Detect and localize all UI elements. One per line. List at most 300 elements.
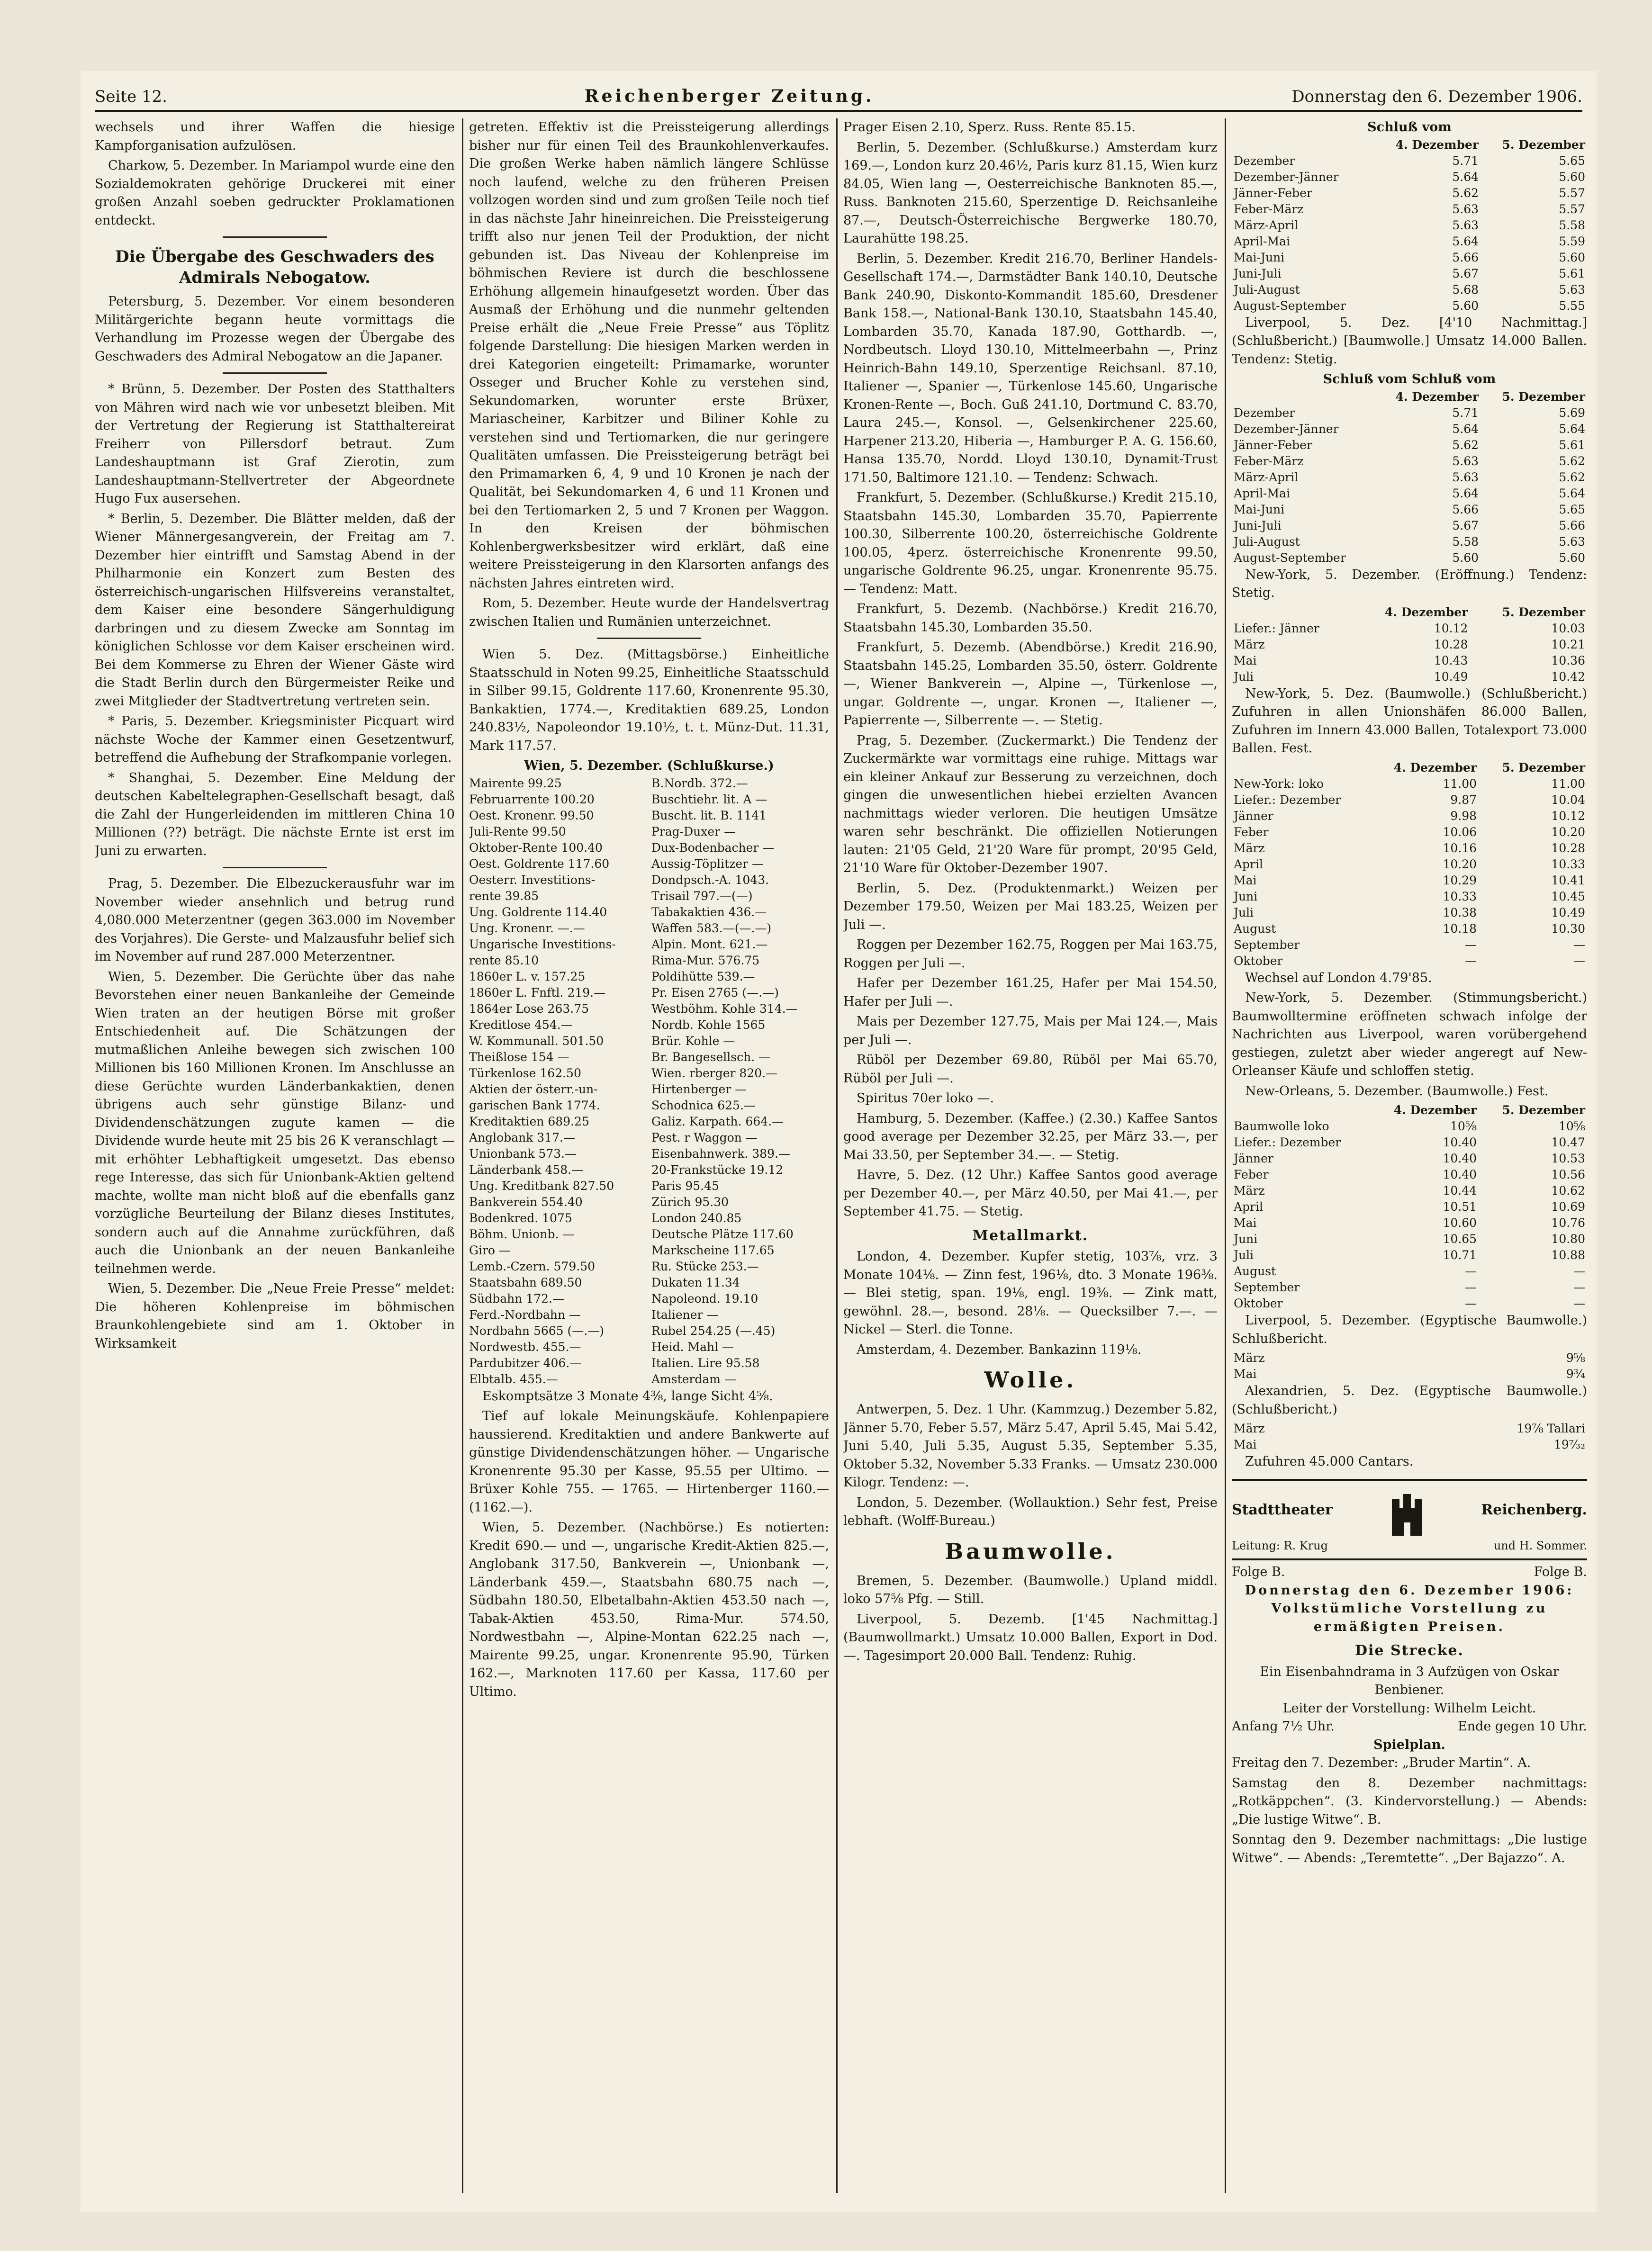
column-rule bbox=[462, 118, 463, 2193]
table-cell: 10.43 bbox=[1434, 653, 1468, 667]
table-cell: 5.60 bbox=[1452, 550, 1479, 565]
table-row bbox=[1232, 1135, 1587, 1151]
schedule-item: Sonntag den 9. Dezember nachmittags: „Die lustige Witwe“. — Abends: „Teremtette“. „Der Bajazzo“. A. bbox=[1232, 1832, 1587, 1865]
table-cell: Liefer.: Jänner bbox=[1234, 621, 1319, 635]
table-cell: 10.20 bbox=[1551, 825, 1585, 839]
table-cell: April-Mai bbox=[1234, 234, 1290, 248]
article-headline: Die Übergabe des Geschwaders des Admirals Nebogatow. bbox=[115, 247, 434, 287]
table-cell: 10.18 bbox=[1443, 921, 1477, 936]
table-cell: Dezember-Jänner bbox=[1234, 170, 1339, 184]
page-number: Seite 12. bbox=[95, 87, 167, 106]
table-cell: 10.29 bbox=[1443, 873, 1477, 887]
table-cell: Mai bbox=[1234, 1438, 1257, 1451]
market-report: Havre, 5. Dez. (12 Uhr.) Kaffee Santos good average per Dezember 40.—, per März 40.50, per Mai 41.—, per September 41.75. — Stetig. bbox=[843, 1168, 1218, 1219]
table-cell: Feber-März bbox=[1234, 202, 1304, 216]
divider bbox=[223, 236, 327, 238]
table-cell: 10.80 bbox=[1551, 1232, 1585, 1246]
column-header: 4. Dezember bbox=[1395, 137, 1479, 152]
table-row bbox=[1232, 873, 1587, 889]
table-cell: Juli-August bbox=[1234, 534, 1300, 549]
table-cell: 10.62 bbox=[1551, 1184, 1585, 1198]
price-entry: rente 39.85 bbox=[469, 889, 539, 903]
price-entry: Giro — bbox=[469, 1243, 511, 1257]
table-cell: Mai bbox=[1234, 1367, 1257, 1381]
table-cell: 11.00 bbox=[1443, 776, 1477, 791]
table-cell: Jänner bbox=[1234, 809, 1273, 823]
price-entry: Rima-Mur. 576.75 bbox=[651, 953, 760, 967]
table-cell: 10.40 bbox=[1443, 1135, 1477, 1149]
price-entry: 1860er L. Fnftl. 219.— bbox=[469, 985, 606, 999]
price-entry: Elbtalb. 455.— bbox=[469, 1372, 558, 1386]
start-time: Anfang 7½ Uhr. bbox=[1232, 1719, 1335, 1734]
table-cell: — bbox=[1465, 1280, 1477, 1294]
performance-date: Donnerstag den 6. Dezember 1906: bbox=[1245, 1583, 1574, 1598]
schedule-title: Spielplan. bbox=[1373, 1737, 1445, 1752]
table-cell: 5.68 bbox=[1452, 282, 1479, 297]
price-entry: Prag-Duxer — bbox=[651, 824, 736, 838]
table-cell: März bbox=[1234, 637, 1265, 651]
table-row bbox=[1232, 889, 1587, 905]
table-cell: 10.65 bbox=[1443, 1232, 1477, 1246]
table-row bbox=[1232, 486, 1587, 502]
table-cell: 10.36 bbox=[1551, 653, 1585, 667]
article-text: * Shanghai, 5. Dezember. Eine Meldung der deutschen Kabeltelegraphen-Gesellschaft besagt, daß die Zahl der Hungerleidenden im mittleren China 10 Millionen (??) beträgt. Die nächste Ernte ist erst im Juni zu erwarten. bbox=[95, 770, 455, 858]
market-report: Wechsel auf London 4.79'85. bbox=[1245, 970, 1432, 985]
table-cell: 10.16 bbox=[1443, 841, 1477, 855]
table-row bbox=[1232, 953, 1587, 969]
table-cell: 10.42 bbox=[1551, 669, 1585, 684]
table-cell: 10⅝ bbox=[1450, 1119, 1477, 1133]
price-entry: Türkenlose 162.50 bbox=[469, 1066, 581, 1080]
price-entry: Rubel 254.25 (—.45) bbox=[651, 1324, 776, 1338]
market-report: Frankfurt, 5. Dezember. (Schlußkurse.) Kredit 215.10, Staatsbahn 145.30, Lombarden 35.70, Papierrente 100.30, Silberrente 100.20, österreichische Goldrente 100.05, 4perz. österreichische Kronenrente 99.50, ungarische Goldrente 96.25, ungar. Kronenrente 95.75. — Tendenz: Matt. bbox=[843, 490, 1218, 596]
table-row bbox=[1232, 250, 1587, 266]
article-text: Prag, 5. Dezember. Die Elbezuckerausfuhr war im November wieder ansehnlich und betrug rund 4,080.000 Meterzentner (gegen 363.000 im November des Vorjahres). Die Gerste- und Malzausfuhr belief sich im November auf rund 287.000 Meterzentner. bbox=[95, 876, 455, 964]
cotton-price-table bbox=[1232, 389, 1587, 566]
price-entry: Oest. Goldrente 117.60 bbox=[469, 856, 610, 871]
price-entry: Markscheine 117.65 bbox=[651, 1243, 775, 1257]
market-report: Roggen per Dezember 162.75, Roggen per Mai 163.75, Roggen per Juli —. bbox=[843, 937, 1218, 971]
table-cell: 5.61 bbox=[1559, 266, 1585, 280]
article-text: Rom, 5. Dezember. Heute wurde der Handelsvertrag zwischen Italien und Rumänien unterzeichnet. bbox=[469, 596, 829, 629]
table-cell: Feber bbox=[1234, 825, 1269, 839]
table-cell: 10.71 bbox=[1443, 1248, 1477, 1262]
table-cell: 5.63 bbox=[1452, 202, 1479, 216]
market-report: Berlin, 5. Dezember. Kredit 216.70, Berliner Handels-Gesellschaft 174.—, Darmstädter Bank 140.10, Deutsche Bank 240.90, Diskonto-Kommandit 185.60, Dresdener Bank 158.—, National-Bank 130.10, Staatsbahn 145.40, Lombarden 35.70, Kanada 187.90, Gotthardb. —, Nordbeutsch. Lloyd 130.10, Mittelmeerbahn —, Prinz Heinrich-Bahn 149.10, Sperzentige Reichsanl. 87.10, Italiener —, Spanier —, Türkenlose 145.60, Ungarische Kronen-Rente —, Boch. Guß 241.10, Dortmund C. 83.70, Laura 245.—, Konsol. —, Gelsenkirchener 225.60, Harpener 213.20, Hiberia —, Hamburger P. A. G. 156.60, Hansa 135.70, Nordd. Lloyd 130.10, Dynamit-Trust 171.50, Baltimore 121.10. — Tendenz: Schwach. bbox=[843, 251, 1218, 485]
table-cell: 10.53 bbox=[1551, 1152, 1585, 1165]
table-cell: 10.40 bbox=[1443, 1168, 1477, 1181]
table-cell: August-September bbox=[1234, 298, 1346, 313]
table-cell: 10.12 bbox=[1434, 621, 1468, 635]
table-cell: September bbox=[1234, 1280, 1300, 1294]
price-entry: Bankverein 554.40 bbox=[469, 1195, 583, 1209]
table-row bbox=[1232, 792, 1587, 808]
price-entry: Oesterr. Investitions- bbox=[469, 873, 596, 887]
table-row bbox=[1232, 1279, 1587, 1296]
table-cell: 10.06 bbox=[1443, 825, 1477, 839]
table-cell: Mai bbox=[1234, 1216, 1257, 1230]
table-row bbox=[1232, 1183, 1587, 1199]
table-cell: 11.00 bbox=[1551, 776, 1585, 791]
market-report: London, 5. Dezember. (Wollauktion.) Sehr fest, Preise lebhaft. (Wolff-Bureau.) bbox=[843, 1495, 1218, 1528]
table-row bbox=[1232, 405, 1587, 421]
table-row bbox=[1232, 518, 1587, 534]
table-cell: 5.69 bbox=[1559, 405, 1585, 420]
article-text: getreten. Effektiv ist die Preissteigerung allerdings bisher nur für einen Teil des Braunkohlenverkaufes. Die großen Werke haben nämlich längere Schlüsse noch laufend, welche zu den früheren Preisen vollzogen worden sind und zum großen Teile noch tief in das nächste Jahr hineinreichen. Die Preissteigerung trifft also nur jenen Teil der Produktion, der nicht gebunden ist. Das Niveau der Kohlenpreise im böhmischen Reviere ist durch die beschlossene Erhöhung allgemein hinaufgesetzt worden. Über das Ausmaß der Erhöhung und die nunmehr geltenden Preise erhält die „Neue Freie Presse“ aus Töplitz folgende Darstellung: Die hiesigen Marken werden in drei Kategorien eingeteilt: Primamarke, worunter Osseger und Brucher Kohle zu verstehen sind, Sekundomarken, worunter erste Brüxer, Mariascheiner, Karbitzer und Biliner Kohle zu verstehen sind und Tertiomarken, die nur geringere Qualitäten umfassen. Die Preissteigerung beträgt bei den Primamarken 6, 4, 9 und 10 Kronen je nach der Qualität, bei Sekundomarken 4, 6 und 11 Kronen und bei den Tertiomarken 2, 5 und 7 Kronen per Waggon. In den Kreisen der böhmischen Kohlenbergwerksbesitzer wird erklärt, daß eine weitere Preissteigerung in den Klarsorten anfangs des nächsten Jahres eintreten wird. bbox=[469, 120, 829, 591]
table-cell: März bbox=[1234, 1184, 1265, 1198]
table-row bbox=[1232, 776, 1587, 792]
table-cell: 5.67 bbox=[1452, 518, 1479, 532]
table-cell: 5.64 bbox=[1452, 486, 1479, 500]
table-row bbox=[1232, 234, 1587, 250]
table-cell: 10.88 bbox=[1551, 1248, 1585, 1262]
table-row bbox=[1232, 808, 1587, 824]
table-cell: 5.66 bbox=[1559, 518, 1585, 532]
table-cell: 10.44 bbox=[1443, 1184, 1477, 1198]
closing-prices-title: Wien, 5. Dezember. (Schlußkurse.) bbox=[524, 758, 774, 773]
section-title-baumwolle: Baumwolle. bbox=[945, 1538, 1116, 1564]
theater-name: Stadttheater bbox=[1232, 1502, 1333, 1519]
price-entry: Aussig-Töplitzer — bbox=[651, 856, 764, 871]
page-header bbox=[95, 78, 1582, 112]
table-row bbox=[1232, 937, 1587, 953]
theater-announcement bbox=[1232, 1479, 1587, 1561]
table-cell: 5.61 bbox=[1559, 438, 1585, 452]
table-cell: Juli-August bbox=[1234, 282, 1300, 297]
price-entry: Amsterdam — bbox=[651, 1372, 736, 1386]
table-cell: 19⁷⁄₃₂ bbox=[1553, 1438, 1585, 1451]
market-report: Wien, 5. Dezember. (Nachbörse.) Es notierten: Kredit 690.— und —, ungarische Kredit-Aktien 825.—, Anglobank 317.50, Bankverein —, Unionbank —, Länderbank 459.—, Staatsbahn 680.75 nach —, Südbahn 180.50, Elbetalbahn-Aktien 453.50 nach —, Tabak-Aktien 453.50, Rima-Mur. 574.50, Nordwestbahn —, Alpine-Montan 622.25 nach —, Mairente 99.25, ungar. Kronenrente 95.90, Türken 162.—, Marknoten 117.60 per Kassa, 117.60 per Ultimo. bbox=[469, 1520, 829, 1699]
table-cell: 10.76 bbox=[1551, 1216, 1585, 1230]
performance-note: Volkstümliche Vorstellung zu ermäßigten Preisen. bbox=[1271, 1601, 1548, 1634]
cotton-price-table bbox=[1232, 1350, 1587, 1382]
table-header-row bbox=[1232, 1102, 1587, 1118]
table-cell: — bbox=[1573, 1280, 1585, 1294]
table-cell: Dezember-Jänner bbox=[1234, 422, 1339, 436]
table-row bbox=[1232, 1366, 1587, 1382]
price-entry: Dukaten 11.34 bbox=[651, 1275, 740, 1289]
table-row bbox=[1232, 1231, 1587, 1247]
table-header-row bbox=[1232, 604, 1587, 621]
price-entry: Ung. Kronenr. —.— bbox=[469, 921, 585, 935]
table-row bbox=[1232, 502, 1587, 518]
price-entry: Pardubitzer 406.— bbox=[469, 1356, 582, 1370]
article-text: Wien, 5. Dezember. Die Gerüchte über das nahe Bevorstehen einer neuen Bankanleihe der Gemeinde Wien traten an der heutigen Börse mit großer Entschiedenheit auf. Die Schätzungen der mutmaßlichen Anleihe bewegen sich zwischen 100 Millionen bis 160 Millionen Kronen. Im Anschlusse an diese Gerüchte wurden Länderbankaktien, denen übrigens auch sehr günstige Bilanz- und Dividendenschätzungen zugute kamen — die Dividende wurde heute mit 25 bis 26 K veranschlagt — mit erhöhter Lebhaftigkeit umgesetzt. Das ebenso rege Interesse, das sich für Unionbank-Aktien geltend machte, wollte man nicht bloß auf die ebenfalls ganz vorzügliche Beurteilung der Bilanz dieses Institutes, sondern auch auf die Annahme zurückführen, daß auch die Unionbank an der neuen Bankanleihe teilnehmen werde. bbox=[95, 969, 455, 1276]
price-entry: Oktober-Rente 100.40 bbox=[469, 840, 603, 855]
price-entry: Ferd.-Nordbahn — bbox=[469, 1307, 581, 1322]
table-row bbox=[1232, 856, 1587, 873]
table-cell: September bbox=[1234, 937, 1300, 952]
table-row bbox=[1232, 1247, 1587, 1263]
table-cell: 5.60 bbox=[1559, 170, 1585, 184]
price-entry: Ungarische Investitions- bbox=[469, 937, 616, 951]
table-cell: 10⅝ bbox=[1558, 1119, 1585, 1133]
table-cell: 9¾ bbox=[1566, 1367, 1585, 1381]
market-report: Amsterdam, 4. Dezember. Bankazinn 119⅛. bbox=[857, 1342, 1142, 1357]
market-report: Prag, 5. Dezember. (Zuckermarkt.) Die Tendenz der Zuckermärkte war vormittags eine ruhige. Mittags war ein kleiner Ankauf zur Besserung zu verzeichnen, doch gingen die unwesentlichen hiebei erzielten Avancen nachmittags wieder verloren. Die heutigen Umsätze waren sehr beschränkt. Die offiziellen Notierungen lauten: 21'05 Geld, 21'20 Ware für prompt, 20'95 Geld, 21'10 Ware für Oktober-Dezember 1907. bbox=[843, 733, 1218, 875]
table-cell: 5.71 bbox=[1452, 153, 1479, 168]
column-1 bbox=[95, 118, 455, 2193]
price-entry: B.Nordb. 372.— bbox=[651, 776, 748, 790]
table-cell: Baumwolle loko bbox=[1234, 1119, 1329, 1133]
table-cell: Oktober bbox=[1234, 1297, 1283, 1310]
table-row bbox=[1232, 469, 1587, 486]
market-report: Tief auf lokale Meinungskäufe. Kohlenpapiere haussierend. Kreditaktien und andere Bankwerte auf günstige Dividendenschätzungen höher. — Ungarische Kronenrente 95.30 per Kasse, 95.55 per Ultimo. — Brüxer Kohle 755. — 1765. — Hirtenberger 1160.— (1162.—). bbox=[469, 1409, 829, 1515]
column-header bbox=[1232, 137, 1374, 153]
column-header: 5. Dezember bbox=[1502, 605, 1585, 619]
table-cell: — bbox=[1573, 954, 1585, 968]
table-cell: 5.59 bbox=[1559, 234, 1585, 248]
city-crest-icon bbox=[1386, 1485, 1428, 1537]
table-cell: 5.60 bbox=[1559, 550, 1585, 565]
table-cell: Dezember bbox=[1234, 153, 1295, 168]
table-cell: 10.21 bbox=[1551, 637, 1585, 651]
price-entry: Italiener — bbox=[651, 1307, 719, 1322]
table-cell: 10.41 bbox=[1551, 873, 1585, 887]
issue-date: Donnerstag den 6. Dezember 1906. bbox=[1291, 87, 1582, 106]
table-cell: 10.38 bbox=[1443, 905, 1477, 919]
price-entry: Hirtenberger — bbox=[651, 1082, 747, 1096]
section-title-metal: Metallmarkt. bbox=[972, 1227, 1089, 1244]
article-text: wechsels und ihrer Waffen die hiesige Kampforganisation aufzulösen. bbox=[95, 120, 455, 153]
table-cell: 19⅞ Tallari bbox=[1517, 1422, 1585, 1435]
table-row bbox=[1232, 621, 1587, 637]
cotton-price-table bbox=[1232, 760, 1587, 969]
price-entry: Tabakaktien 436.— bbox=[651, 905, 767, 919]
table-cell: 5.63 bbox=[1452, 470, 1479, 484]
cotton-price-table bbox=[1232, 1102, 1587, 1312]
price-entry: Dux-Bodenbacher — bbox=[651, 840, 775, 855]
article-text: Petersburg, 5. Dezember. Vor einem besonderen Militärgerichte begann heute vormittags die Verhandlung im Prozesse wegen der Übergabe des Geschwaders des Admiral Nebogatow an die Japaner. bbox=[95, 294, 455, 364]
column-header: 5. Dezember bbox=[1502, 389, 1585, 404]
table-cell: 5.62 bbox=[1452, 186, 1479, 200]
table-cell: Jänner-Feber bbox=[1234, 438, 1312, 452]
table-cell: Jänner bbox=[1234, 1152, 1273, 1165]
table-cell: März bbox=[1234, 841, 1265, 855]
price-entry: Aktien der österr.-un- bbox=[469, 1082, 598, 1096]
market-report: New-York, 5. Dez. (Baumwolle.) (Schlußbericht.) Zufuhren in allen Unionshäfen 86.000 Ballen, Zufuhren im Innern 43.000 Ballen, Totalexport 73.000 Ballen. Fest. bbox=[1232, 686, 1587, 756]
table-cell: Juni-Juli bbox=[1234, 518, 1282, 532]
article-text: * Berlin, 5. Dezember. Die Blätter melden, daß der Wiener Männergesangverein, der Freitag am 7. Dezember hier eintrifft und Samstag Abend in der Philharmonie ein Konzert zum Besten des österreichisch-ungarischen Hilfsvereins veranstaltet, dem Kaiser eine besondere Sängerhuldigung darbringen und zu diesem Zwecke am Sonntag im königlichen Schlosse vor dem Kaiser erscheinen wird. Bei dem Kommerse zu Ehren der Wiener Gäste wird die Stadt Berlin durch den Bürgermeister Reike und zwei Mitglieder der Stadtvertretung vertreten sein. bbox=[95, 511, 455, 709]
price-entry: Dondpsch.-A. 1043. bbox=[651, 873, 769, 887]
price-entry: Lemb.-Czern. 579.50 bbox=[469, 1259, 596, 1273]
market-report: London, 4. Dezember. Kupfer stetig, 103⅞, vrz. 3 Monate 104⅛. — Zinn fest, 196⅛, dto. 3 Monate 196⅜. — Blei stetig, span. 19⅛, engl. 19⅜. — Zink matt, gewöhnl. 28.—, besond. 28⅛. — Quecksilber 7.—. — Nickel — Sterl. die Tonne. bbox=[843, 1249, 1218, 1337]
table-cell: 5.64 bbox=[1452, 170, 1479, 184]
end-time: Ende gegen 10 Uhr. bbox=[1457, 1719, 1587, 1734]
section-title-wolle: Wolle. bbox=[984, 1367, 1077, 1393]
table-row bbox=[1232, 1215, 1587, 1231]
theater-city: Reichenberg. bbox=[1481, 1502, 1587, 1519]
table-cell: 10.33 bbox=[1551, 857, 1585, 871]
table-cell: 5.64 bbox=[1452, 422, 1479, 436]
table-cell: 10.56 bbox=[1551, 1168, 1585, 1181]
price-entry: Februarrente 100.20 bbox=[469, 792, 595, 806]
table-row bbox=[1232, 185, 1587, 201]
table-cell: Juni bbox=[1234, 889, 1258, 903]
table-cell: 10.33 bbox=[1443, 889, 1477, 903]
table-cell: — bbox=[1465, 954, 1477, 968]
table-cell: April bbox=[1234, 857, 1263, 871]
table-row bbox=[1232, 421, 1587, 437]
table-cell: März-April bbox=[1234, 218, 1299, 232]
table-cell: August bbox=[1234, 921, 1276, 936]
table-cell: 5.58 bbox=[1452, 534, 1479, 549]
column-2 bbox=[469, 118, 829, 2193]
table-cell: 10.03 bbox=[1551, 621, 1585, 635]
price-entry: Pr. Eisen 2765 (—.—) bbox=[651, 985, 779, 999]
price-entry: 1864er Lose 263.75 bbox=[469, 1001, 589, 1016]
market-report: New-York, 5. Dezember. (Eröffnung.) Tendenz: Stetig. bbox=[1232, 567, 1587, 600]
price-entry: Alpin. Mont. 621.— bbox=[651, 937, 768, 951]
table-row bbox=[1232, 1151, 1587, 1167]
column-header: 4. Dezember bbox=[1384, 605, 1468, 619]
market-report: New-Orleans, 5. Dezember. (Baumwolle.) Fest. bbox=[1245, 1083, 1549, 1098]
table-heading: Schluß vom bbox=[1367, 120, 1452, 135]
price-entry: Eisenbahnwerk. 389.— bbox=[651, 1146, 790, 1161]
price-entry: Buscht. lit. B. 1141 bbox=[651, 808, 767, 822]
price-entry: Deutsche Plätze 117.60 bbox=[651, 1227, 794, 1241]
table-cell: 5.65 bbox=[1559, 153, 1585, 168]
column-3 bbox=[843, 118, 1218, 2193]
table-cell: 5.63 bbox=[1452, 218, 1479, 232]
price-entry: London 240.85 bbox=[651, 1211, 742, 1225]
table-cell: Juli bbox=[1234, 1248, 1254, 1262]
table-cell: 5.66 bbox=[1452, 502, 1479, 516]
table-cell: 10.47 bbox=[1551, 1135, 1585, 1149]
price-entry: garischen Bank 1774. bbox=[469, 1098, 600, 1112]
price-entry: rente 85.10 bbox=[469, 953, 539, 967]
table-cell: 5.64 bbox=[1559, 422, 1585, 436]
cotton-price-table bbox=[1232, 604, 1587, 685]
play-description: Ein Eisenbahndrama in 3 Aufzügen von Oskar Benbiener. bbox=[1260, 1664, 1559, 1697]
market-report: Prager Eisen 2.10, Sperz. Russ. Rente 85.15. bbox=[843, 120, 1136, 135]
table-cell: Mai bbox=[1234, 873, 1257, 887]
article-text: Wien, 5. Dezember. Die „Neue Freie Presse“ meldet: Die höheren Kohlenpreise im böhmischen Braunkohlengebiete sind am 1. Oktober in Wirksamkeit bbox=[95, 1281, 455, 1351]
table-row bbox=[1232, 1350, 1587, 1366]
theater-lead: Leitung: R. Krug bbox=[1232, 1539, 1328, 1552]
table-cell: Juli bbox=[1234, 905, 1254, 919]
table-cell: 10.49 bbox=[1434, 669, 1468, 684]
price-entry: Trisail 797.—(—) bbox=[651, 889, 753, 903]
market-report: Wien 5. Dez. (Mittagsbörse.) Einheitliche Staatsschuld in Noten 99.25, Einheitliche Staatsschuld in Silber 99.15, Goldrente 117.60, Kronenrente 95.30, Bankaktien, 1774.—, Kreditaktien 689.25, London 240.83½, Napoleondor 19.10½, t. t. Münz-Dut. 11.31, Mark 117.57. bbox=[469, 647, 829, 753]
table-cell: Jänner-Feber bbox=[1234, 186, 1312, 200]
price-entry: Kreditaktien 689.25 bbox=[469, 1114, 589, 1128]
table-cell: Oktober bbox=[1234, 954, 1283, 968]
table-cell: Liefer.: Dezember bbox=[1234, 1135, 1341, 1149]
table-row bbox=[1232, 282, 1587, 298]
table-row bbox=[1232, 453, 1587, 469]
table-cell: 10.04 bbox=[1551, 792, 1585, 807]
table-row bbox=[1232, 1167, 1587, 1183]
market-report: Hafer per Dezember 161.25, Hafer per Mai 154.50, Hafer per Juli —. bbox=[843, 976, 1218, 1009]
table-cell: 5.65 bbox=[1559, 502, 1585, 516]
price-entry: Mairente 99.25 bbox=[469, 776, 562, 790]
table-row bbox=[1232, 824, 1587, 840]
column-header: 4. Dezember bbox=[1393, 1103, 1477, 1117]
table-cell: 10.69 bbox=[1551, 1200, 1585, 1214]
newspaper-title: Reichenberger Zeitung. bbox=[584, 86, 875, 106]
series-label: Folge B. bbox=[1232, 1565, 1285, 1579]
column-header bbox=[1232, 389, 1374, 405]
column-4 bbox=[1232, 118, 1587, 2193]
table-row bbox=[1232, 1118, 1587, 1135]
divider bbox=[597, 638, 701, 639]
table-row bbox=[1232, 669, 1587, 685]
market-report: Berlin, 5. Dez. (Produktenmarkt.) Weizen per Dezember 179.50, Weizen per Mai 183.25, Weizen per Juli —. bbox=[843, 881, 1218, 932]
market-report: Spiritus 70er loko —. bbox=[857, 1091, 994, 1106]
table-cell: 10.12 bbox=[1551, 809, 1585, 823]
table-cell: 10.20 bbox=[1443, 857, 1477, 871]
price-entry: Italien. Lire 95.58 bbox=[651, 1356, 760, 1370]
table-row bbox=[1232, 534, 1587, 550]
table-row bbox=[1232, 1437, 1587, 1453]
price-entry: 1860er L. v. 157.25 bbox=[469, 969, 586, 983]
table-row bbox=[1232, 637, 1587, 653]
article-text: * Brünn, 5. Dezember. Der Posten des Statthalters von Mähren wird nach wie vor unbesetzt bleiben. Mit der Vertretung der Regierung ist Statthaltereirat Freiherr von Pillersdorf betraut. Zum Landeshauptmann ist Graf Zierotin, zum Landeshauptmann-Stellvertreter der Abgeordnete Hugo Fux ausersehen. bbox=[95, 382, 455, 506]
table-cell: — bbox=[1465, 1264, 1477, 1278]
table-cell: 9.87 bbox=[1450, 792, 1477, 807]
price-entry: Unionbank 573.— bbox=[469, 1146, 577, 1161]
price-entry: Westböhm. Kohle 314.— bbox=[651, 1001, 798, 1016]
table-cell: Mai-Juni bbox=[1234, 502, 1285, 516]
table-cell: 9.98 bbox=[1450, 809, 1477, 823]
divider bbox=[223, 372, 327, 374]
table-row bbox=[1232, 298, 1587, 314]
column-header bbox=[1232, 760, 1370, 776]
table-cell: 10.30 bbox=[1551, 921, 1585, 936]
table-cell: 10.49 bbox=[1551, 905, 1585, 919]
market-report: Frankfurt, 5. Dezemb. (Abendbörse.) Kredit 216.90, Staatsbahn 145.25, Lombarden 35.50, österr. Goldrente —, Wiener Bankverein —, Alpine —, Türkenlose —, ungar. Goldrente —, ungar. Kronen —, Italiener —, Papierrente —, Silberrente —. — Stetig. bbox=[843, 640, 1218, 728]
table-cell: 5.60 bbox=[1452, 298, 1479, 313]
price-entry: Böhm. Unionb. — bbox=[469, 1227, 575, 1241]
column-header bbox=[1232, 604, 1353, 621]
table-cell: 5.64 bbox=[1559, 486, 1585, 500]
table-row bbox=[1232, 921, 1587, 937]
director-line: Leiter der Vorstellung: Wilhelm Leicht. bbox=[1282, 1701, 1536, 1716]
price-entry: 20-Frankstücke 19.12 bbox=[651, 1162, 784, 1177]
table-cell: — bbox=[1465, 937, 1477, 952]
price-entry: Ung. Kreditbank 827.50 bbox=[469, 1179, 614, 1193]
table-row bbox=[1232, 437, 1587, 453]
table-cell: 5.71 bbox=[1452, 405, 1479, 420]
schedule-item: Samstag den 8. Dezember nachmittags: „Rotkäppchen“. (3. Kindervorstellung.) — Abends: „Die lustige Witwe“. B. bbox=[1232, 1775, 1587, 1827]
table-row bbox=[1232, 1199, 1587, 1215]
price-entry: Nordbahn 5665 (—.—) bbox=[469, 1324, 604, 1338]
price-entry: Anglobank 317.— bbox=[469, 1130, 575, 1144]
table-cell: 5.55 bbox=[1559, 298, 1585, 313]
price-entry: Poldihütte 539.— bbox=[651, 969, 755, 983]
table-cell: 5.62 bbox=[1559, 454, 1585, 468]
market-report: Antwerpen, 5. Dez. 1 Uhr. (Kammzug.) Dezember 5.82, Jänner 5.70, Feber 5.57, März 5.47, April 5.45, Mai 5.42, Juni 5.40, Juli 5.35, August 5.35, September 5.35, Oktober 5.32, November 5.33 Franks. — Umsatz 230.000 Kilogr. Tendenz: —. bbox=[843, 1402, 1218, 1490]
table-cell: 5.63 bbox=[1452, 454, 1479, 468]
table-cell: 5.63 bbox=[1559, 282, 1585, 297]
price-entry: Ru. Stücke 253.— bbox=[651, 1259, 759, 1273]
divider bbox=[223, 867, 327, 868]
table-cell: Dezember bbox=[1234, 405, 1295, 420]
table-cell: 10.60 bbox=[1443, 1216, 1477, 1230]
price-entry: Südbahn 172.— bbox=[469, 1291, 564, 1306]
table-cell: Feber bbox=[1234, 1168, 1269, 1181]
price-entry: Staatsbahn 689.50 bbox=[469, 1275, 582, 1289]
market-report: Mais per Dezember 127.75, Mais per Mai 124.—, Mais per Juli —. bbox=[843, 1014, 1218, 1047]
table-row bbox=[1232, 153, 1587, 169]
table-cell: Juli bbox=[1234, 669, 1254, 684]
price-entry: Buschtiehr. lit. A — bbox=[651, 792, 767, 806]
market-report: Berlin, 5. Dezember. (Schlußkurse.) Amsterdam kurz 169.—, London kurz 20.46½, Paris kurz 81.15, Wien kurz 84.05, Wien lang —, Oesterreichische Banknoten 85.—, Russ. Banknoten 215.60, Sperzentige D. Reichsanleihe 87.—, Deutsch-Österreichische Bergwerke 180.70, Laurahütte 198.25. bbox=[843, 140, 1218, 246]
price-entry: Ung. Goldrente 114.40 bbox=[469, 905, 607, 919]
table-row bbox=[1232, 266, 1587, 282]
table-cell: 5.58 bbox=[1559, 218, 1585, 232]
